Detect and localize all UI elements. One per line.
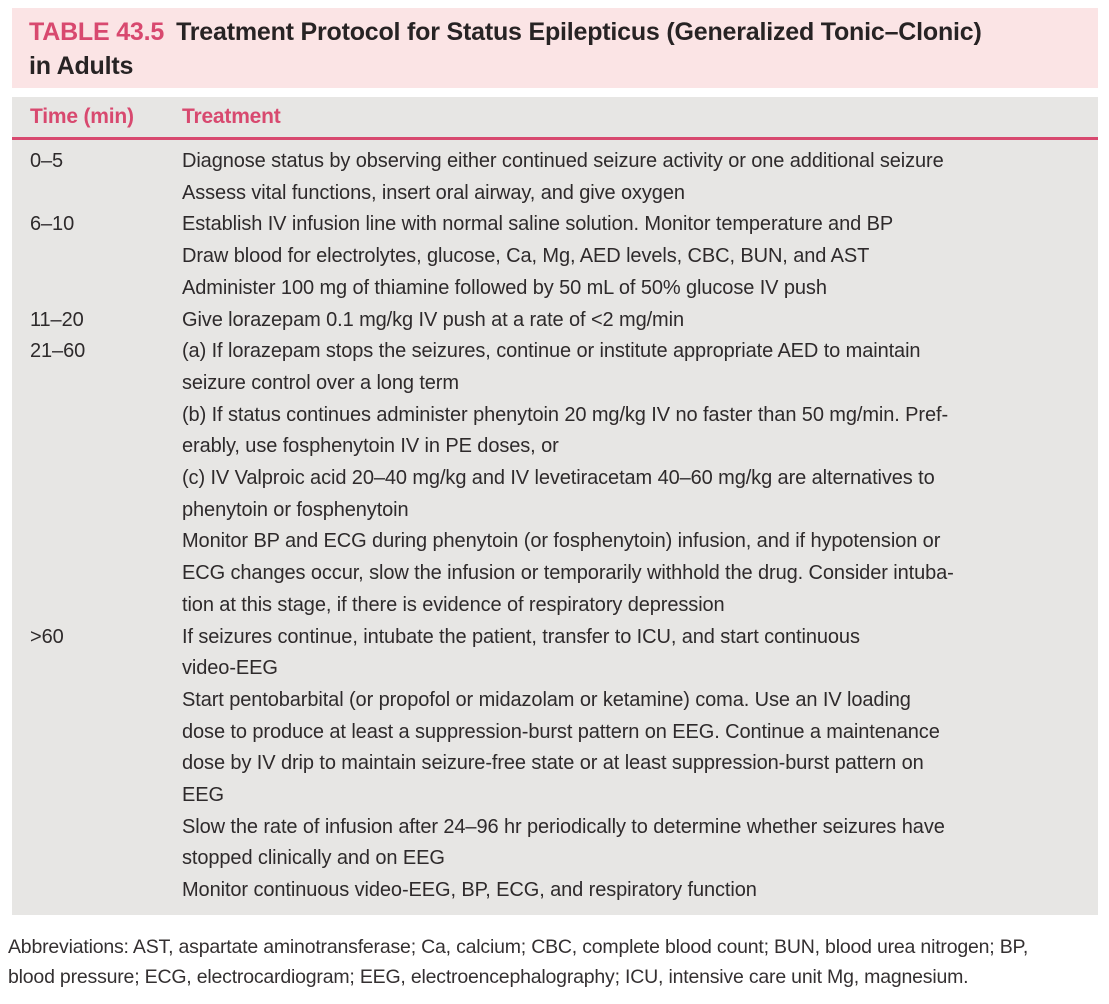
treatment-line: dose by IV drip to maintain seizure-free state or at least suppression-burst pattern on <box>182 752 924 775</box>
table-number-label: TABLE 43.5 <box>29 18 165 46</box>
treatment-line: Monitor continuous video-EEG, BP, ECG, and respiratory function <box>182 879 757 902</box>
treatment-line: If seizures continue, intubate the patient, transfer to ICU, and start continuous <box>182 625 860 648</box>
treatment-line: (a) If lorazepam stops the seizures, continue or institute appropriate AED to maintain <box>182 340 921 363</box>
treatment-cell <box>182 336 1098 621</box>
treatment-line: stopped clinically and on EEG <box>182 847 445 870</box>
table-title-bar <box>12 8 1098 88</box>
treatment-line: video-EEG <box>182 657 278 680</box>
abbreviations-line: Abbreviations: AST, aspartate aminotransferase; Ca, calcium; CBC, complete blood count; BUN, blood urea nitrogen; BP, <box>8 936 1029 958</box>
treatment-line: Slow the rate of infusion after 24–96 hr periodically to determine whether seizures have <box>182 815 945 838</box>
column-header-time: Time (min) <box>30 105 134 128</box>
treatment-cell <box>182 209 1098 304</box>
table-row <box>30 336 1098 621</box>
table-title-line2: in Adults <box>29 52 134 80</box>
table-title-line1 <box>29 15 1082 49</box>
column-header-row <box>12 97 1098 140</box>
abbreviations-line: blood pressure; ECG, electrocardiogram; EEG, electroencephalography; ICU, intensive care unit Mg, magnesium. <box>8 966 969 988</box>
treatment-line: tion at this stage, if there is evidence of respiratory depression <box>182 593 725 616</box>
time-cell: 6–10 <box>30 213 75 236</box>
time-cell: >60 <box>30 625 64 648</box>
treatment-line: Draw blood for electrolytes, glucose, Ca, Mg, AED levels, CBC, BUN, and AST <box>182 245 870 268</box>
table-row <box>30 305 1098 337</box>
treatment-line: Start pentobarbital (or propofol or midazolam or ketamine) coma. Use an IV loading <box>182 688 911 711</box>
table-row <box>30 622 1098 907</box>
treatment-line: seizure control over a long term <box>182 371 459 394</box>
column-header-treatment: Treatment <box>182 105 281 128</box>
treatment-cell <box>182 622 1098 907</box>
treatment-line: dose to produce at least a suppression-burst pattern on EEG. Continue a maintenance <box>182 720 940 743</box>
treatment-line: erably, use fosphenytoin IV in PE doses, or <box>182 435 559 458</box>
table-title-text: Treatment Protocol for Status Epilepticus (Generalized Tonic–Clonic) <box>176 18 982 46</box>
treatment-line: Give lorazepam 0.1 mg/kg IV push at a rate of <2 mg/min <box>182 308 684 331</box>
treatment-line: EEG <box>182 784 224 807</box>
table-row <box>30 209 1098 304</box>
time-cell: 11–20 <box>30 308 84 331</box>
time-cell: 21–60 <box>30 340 86 363</box>
treatment-line: Establish IV infusion line with normal saline solution. Monitor temperature and BP <box>182 213 894 236</box>
treatment-line: (c) IV Valproic acid 20–40 mg/kg and IV levetiracetam 40–60 mg/kg are alternatives to <box>182 467 935 490</box>
abbreviations-note <box>8 932 1106 992</box>
treatment-line: Diagnose status by observing either continued seizure activity or one additional seizure <box>182 150 944 172</box>
treatment-line: ECG changes occur, slow the infusion or temporarily withhold the drug. Consider intuba- <box>182 562 954 585</box>
treatment-line: (b) If status continues administer phenytoin 20 mg/kg IV no faster than 50 mg/min. Pref- <box>182 403 949 426</box>
treatment-line: phenytoin or fosphenytoin <box>182 498 409 521</box>
treatment-line: Administer 100 mg of thiamine followed by 50 mL of 50% glucose IV push <box>182 276 827 299</box>
treatment-line: Monitor BP and ECG during phenytoin (or fosphenytoin) infusion, and if hypotension or <box>182 530 941 553</box>
table-row <box>30 146 1098 209</box>
treatment-line: Assess vital functions, insert oral airway, and give oxygen <box>182 181 685 204</box>
treatment-cell <box>182 305 1098 337</box>
time-cell: 0–5 <box>30 150 64 172</box>
treatment-cell <box>182 146 1098 209</box>
table-body <box>12 140 1098 915</box>
